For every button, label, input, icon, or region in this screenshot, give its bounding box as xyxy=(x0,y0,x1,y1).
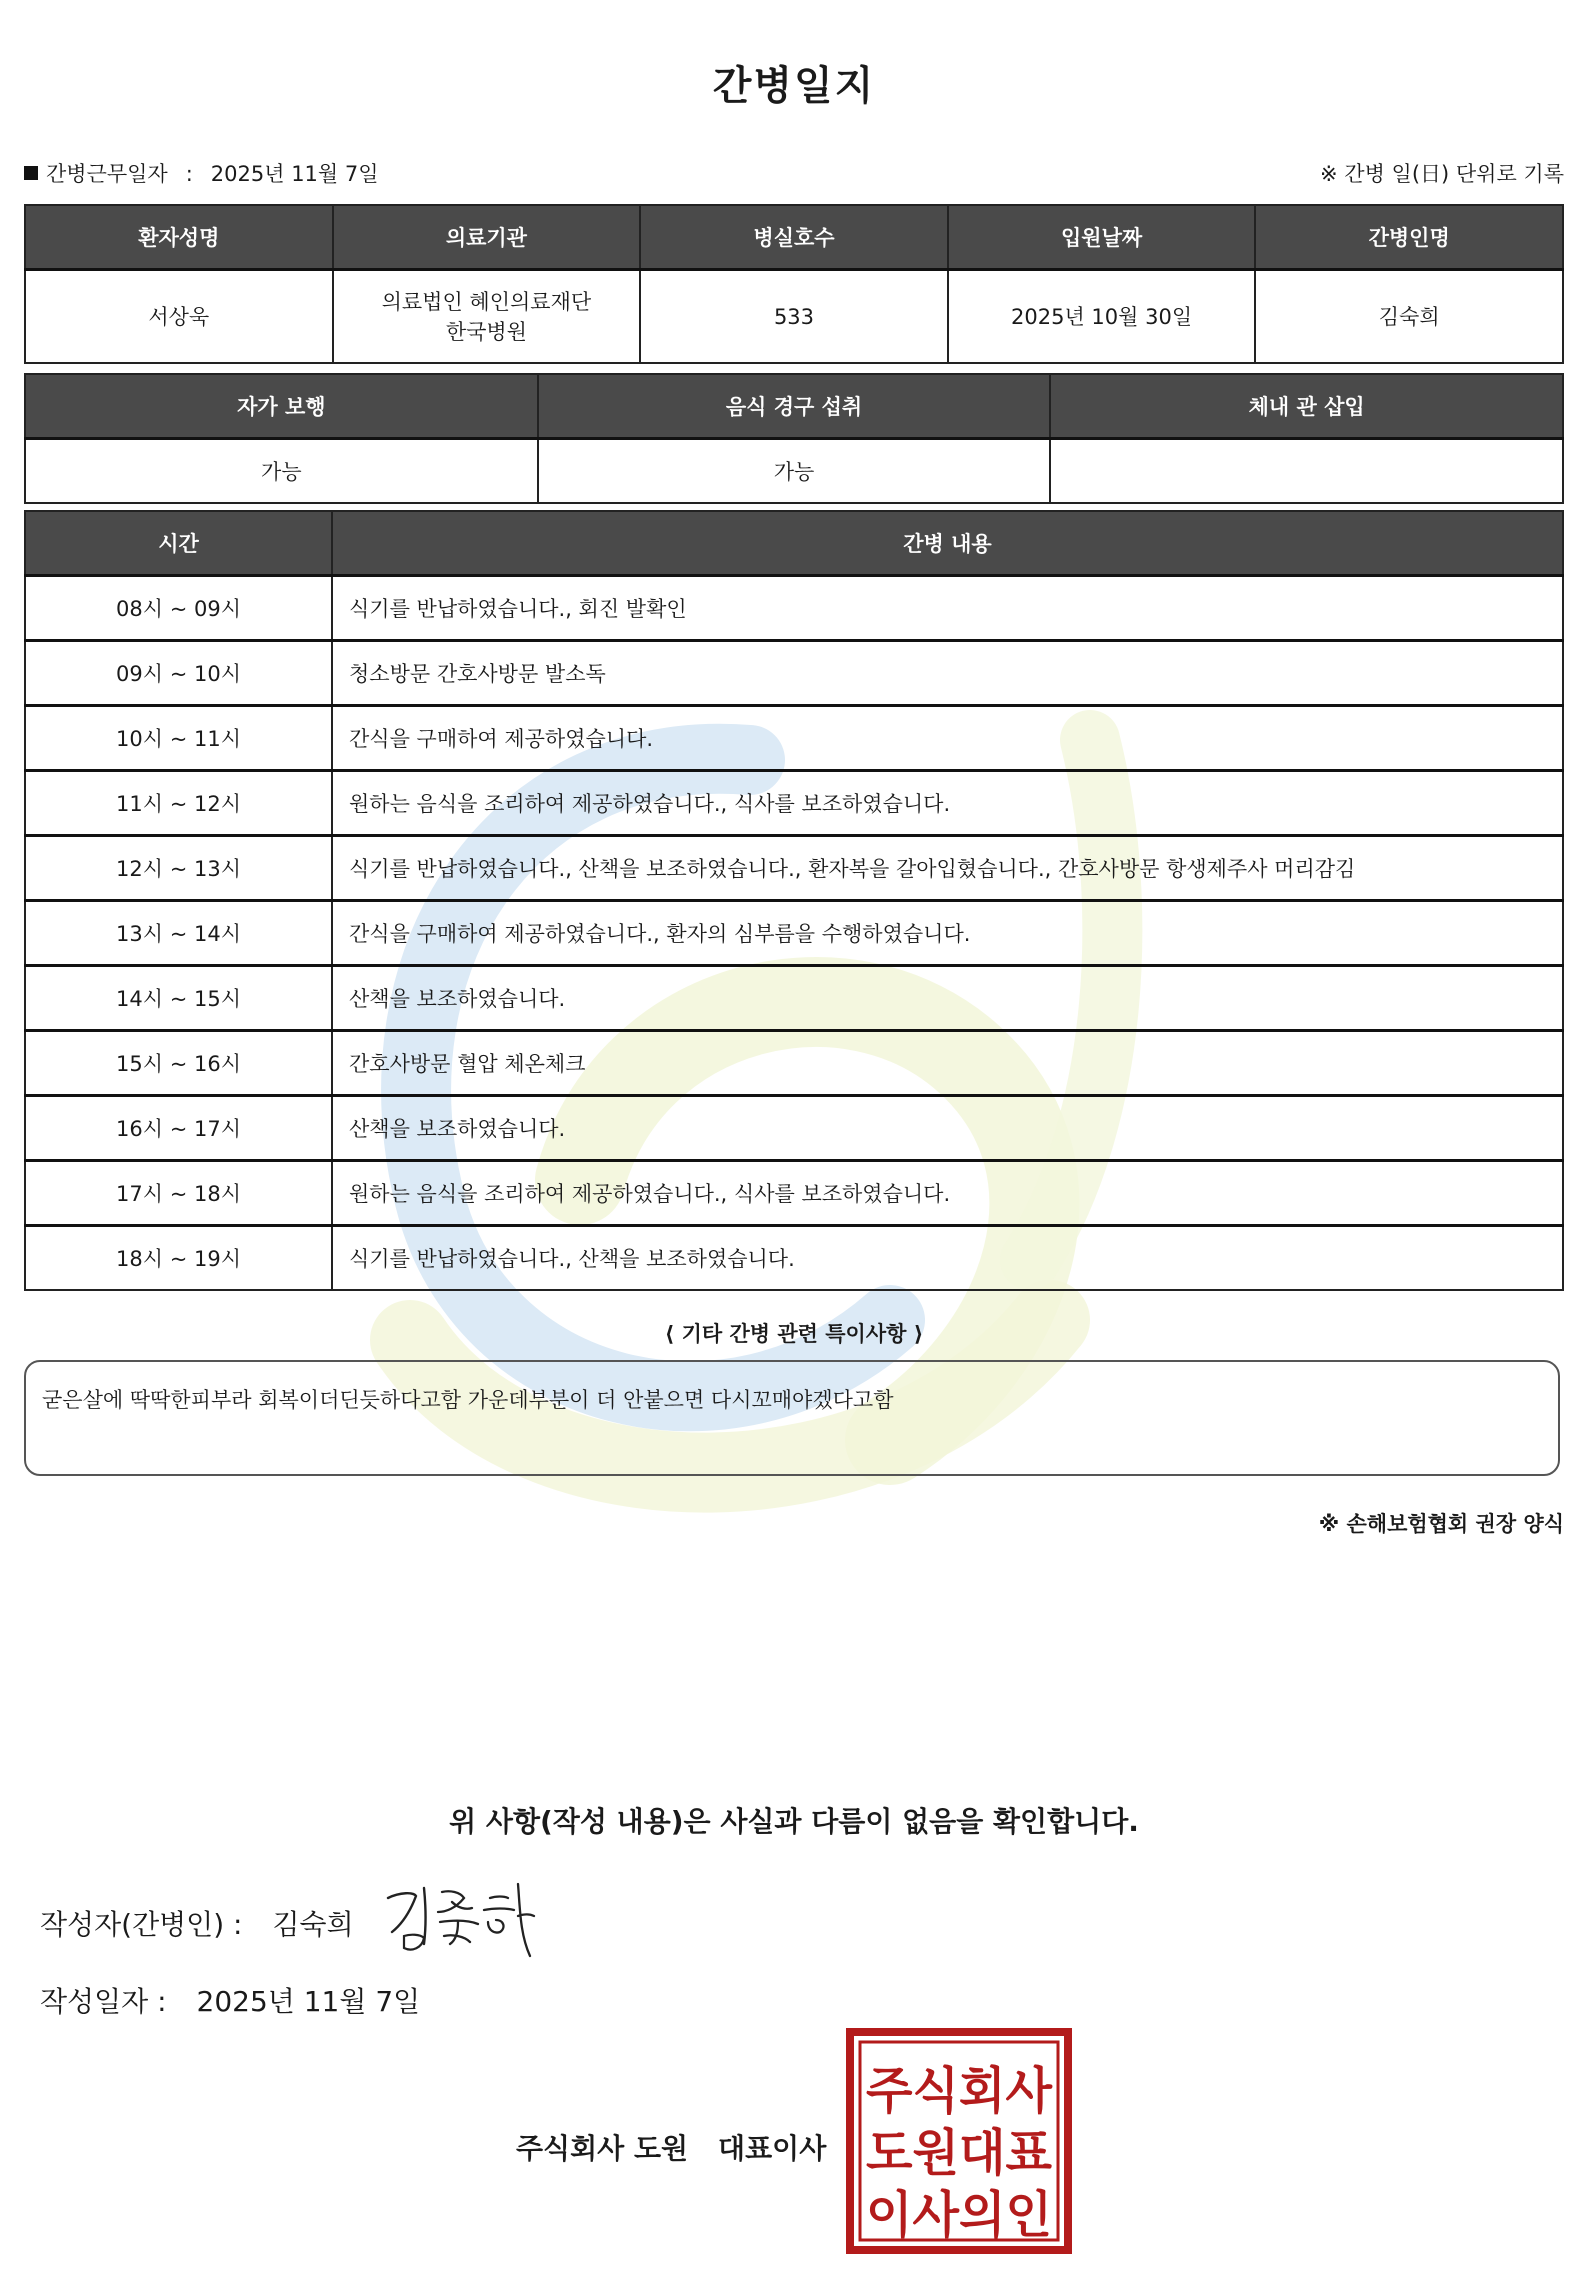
table-row xyxy=(25,836,1563,901)
time-cell: 18시 ~ 19시 xyxy=(25,1226,332,1291)
header-self-walking: 자가 보행 xyxy=(25,374,538,439)
content-cell: 식기를 반납하였습니다., 산책을 보조하였습니다. xyxy=(332,1226,1563,1291)
time-cell: 17시 ~ 18시 xyxy=(25,1161,332,1226)
admission-date: 2025년 10월 30일 xyxy=(948,270,1256,364)
care-log-table xyxy=(24,510,1564,1291)
table-row xyxy=(25,576,1563,641)
header-hospital: 의료기관 xyxy=(333,205,641,270)
header-caregiver-name: 간병인명 xyxy=(1255,205,1563,270)
oral-intake-value: 가능 xyxy=(538,439,1051,504)
writer-name: 김숙희 xyxy=(272,1908,354,1941)
company-seal xyxy=(846,2028,1072,2254)
time-cell: 08시 ~ 09시 xyxy=(25,576,332,641)
room-number: 533 xyxy=(640,270,948,364)
time-cell: 14시 ~ 15시 xyxy=(25,966,332,1031)
content-cell: 간식을 구매하여 제공하였습니다., 환자의 심부름을 수행하였습니다. xyxy=(332,901,1563,966)
work-date-separator: : xyxy=(185,162,193,186)
work-date-value: 2025년 11월 7일 xyxy=(210,162,379,186)
content-cell: 원하는 음식을 조리하여 제공하였습니다., 식사를 보조하였습니다. xyxy=(332,771,1563,836)
content-cell: 청소방문 간호사방문 발소독 xyxy=(332,641,1563,706)
content-cell: 간호사방문 혈압 체온체크 xyxy=(332,1031,1563,1096)
content-cell: 식기를 반납하였습니다., 산책을 보조하였습니다., 환자복을 갈아입혔습니다., 간호사방문 항생제주사 머리감김 xyxy=(332,836,1563,901)
table-row xyxy=(25,1226,1563,1291)
work-date-label: 간병근무일자 xyxy=(46,162,168,186)
written-date-line xyxy=(40,1980,420,2020)
seal-line-3: 이사의인 xyxy=(866,2186,1052,2244)
header-tube-insertion: 체내 관 삽입 xyxy=(1050,374,1563,439)
written-date-label: 작성일자 : xyxy=(40,1985,167,2018)
time-cell: 15시 ~ 16시 xyxy=(25,1031,332,1096)
written-date-value: 2025년 11월 7일 xyxy=(196,1985,421,2018)
document-title: 간병일지 xyxy=(712,63,876,109)
confirmation-statement: 위 사항(작성 내용)은 사실과 다름이 없음을 확인합니다. xyxy=(449,1805,1139,1838)
header-oral-intake: 음식 경구 섭취 xyxy=(538,374,1051,439)
hospital-name: 의료법인 혜인의료재단 한국병원 xyxy=(333,270,641,364)
content-cell: 간식을 구매하여 제공하였습니다. xyxy=(332,706,1563,771)
time-cell: 16시 ~ 17시 xyxy=(25,1096,332,1161)
company-line xyxy=(516,2127,826,2167)
content-cell: 산책을 보조하였습니다. xyxy=(332,966,1563,1031)
header-patient-name: 환자성명 xyxy=(25,205,333,270)
caregiver-name: 김숙희 xyxy=(1255,270,1563,364)
table-row xyxy=(25,641,1563,706)
patient-status-table xyxy=(24,373,1564,504)
patient-info-table xyxy=(24,204,1564,364)
table-row xyxy=(25,706,1563,771)
time-cell: 11시 ~ 12시 xyxy=(25,771,332,836)
writer-label: 작성자(간병인) : xyxy=(40,1908,243,1941)
seal-line-1: 주식회사 xyxy=(866,2062,1053,2120)
seal-line-2: 도원대표 xyxy=(866,2124,1053,2182)
table-row xyxy=(25,1161,1563,1226)
remarks-box: 굳은살에 딱딱한피부라 회복이더딘듯하다고함 가운데부분이 더 안붙으면 다시꼬매야겠다고함 xyxy=(24,1360,1560,1476)
unit-note: ※ 간병 일(日) 단위로 기록 xyxy=(1320,162,1564,186)
handwritten-signature xyxy=(380,1878,540,1962)
header-time: 시간 xyxy=(25,511,332,576)
time-cell: 13시 ~ 14시 xyxy=(25,901,332,966)
content-cell: 식기를 반납하였습니다., 회진 발확인 xyxy=(332,576,1563,641)
work-date-line xyxy=(24,158,379,188)
self-walking-value: 가능 xyxy=(25,439,538,504)
header-care-content: 간병 내용 xyxy=(332,511,1563,576)
table-row xyxy=(25,771,1563,836)
form-note: ※ 손해보험협회 권장 양식 xyxy=(1318,1512,1564,1536)
black-square-icon xyxy=(24,166,38,180)
writer-line xyxy=(40,1903,354,1943)
company-title: 대표이사 xyxy=(718,2132,827,2165)
tube-insertion-value xyxy=(1050,439,1563,504)
time-cell: 09시 ~ 10시 xyxy=(25,641,332,706)
patient-name: 서상욱 xyxy=(25,270,333,364)
content-cell: 원하는 음식을 조리하여 제공하였습니다., 식사를 보조하였습니다. xyxy=(332,1161,1563,1226)
table-row xyxy=(25,1096,1563,1161)
company-name: 주식회사 도원 xyxy=(516,2132,689,2165)
remarks-title: ⟨ 기타 간병 관련 특이사항 ⟩ xyxy=(664,1322,924,1346)
header-admission-date: 입원날짜 xyxy=(948,205,1256,270)
content-cell: 산책을 보조하였습니다. xyxy=(332,1096,1563,1161)
table-row xyxy=(25,1031,1563,1096)
time-cell: 10시 ~ 11시 xyxy=(25,706,332,771)
table-row xyxy=(25,901,1563,966)
time-cell: 12시 ~ 13시 xyxy=(25,836,332,901)
table-row xyxy=(25,966,1563,1031)
header-room-number: 병실호수 xyxy=(640,205,948,270)
